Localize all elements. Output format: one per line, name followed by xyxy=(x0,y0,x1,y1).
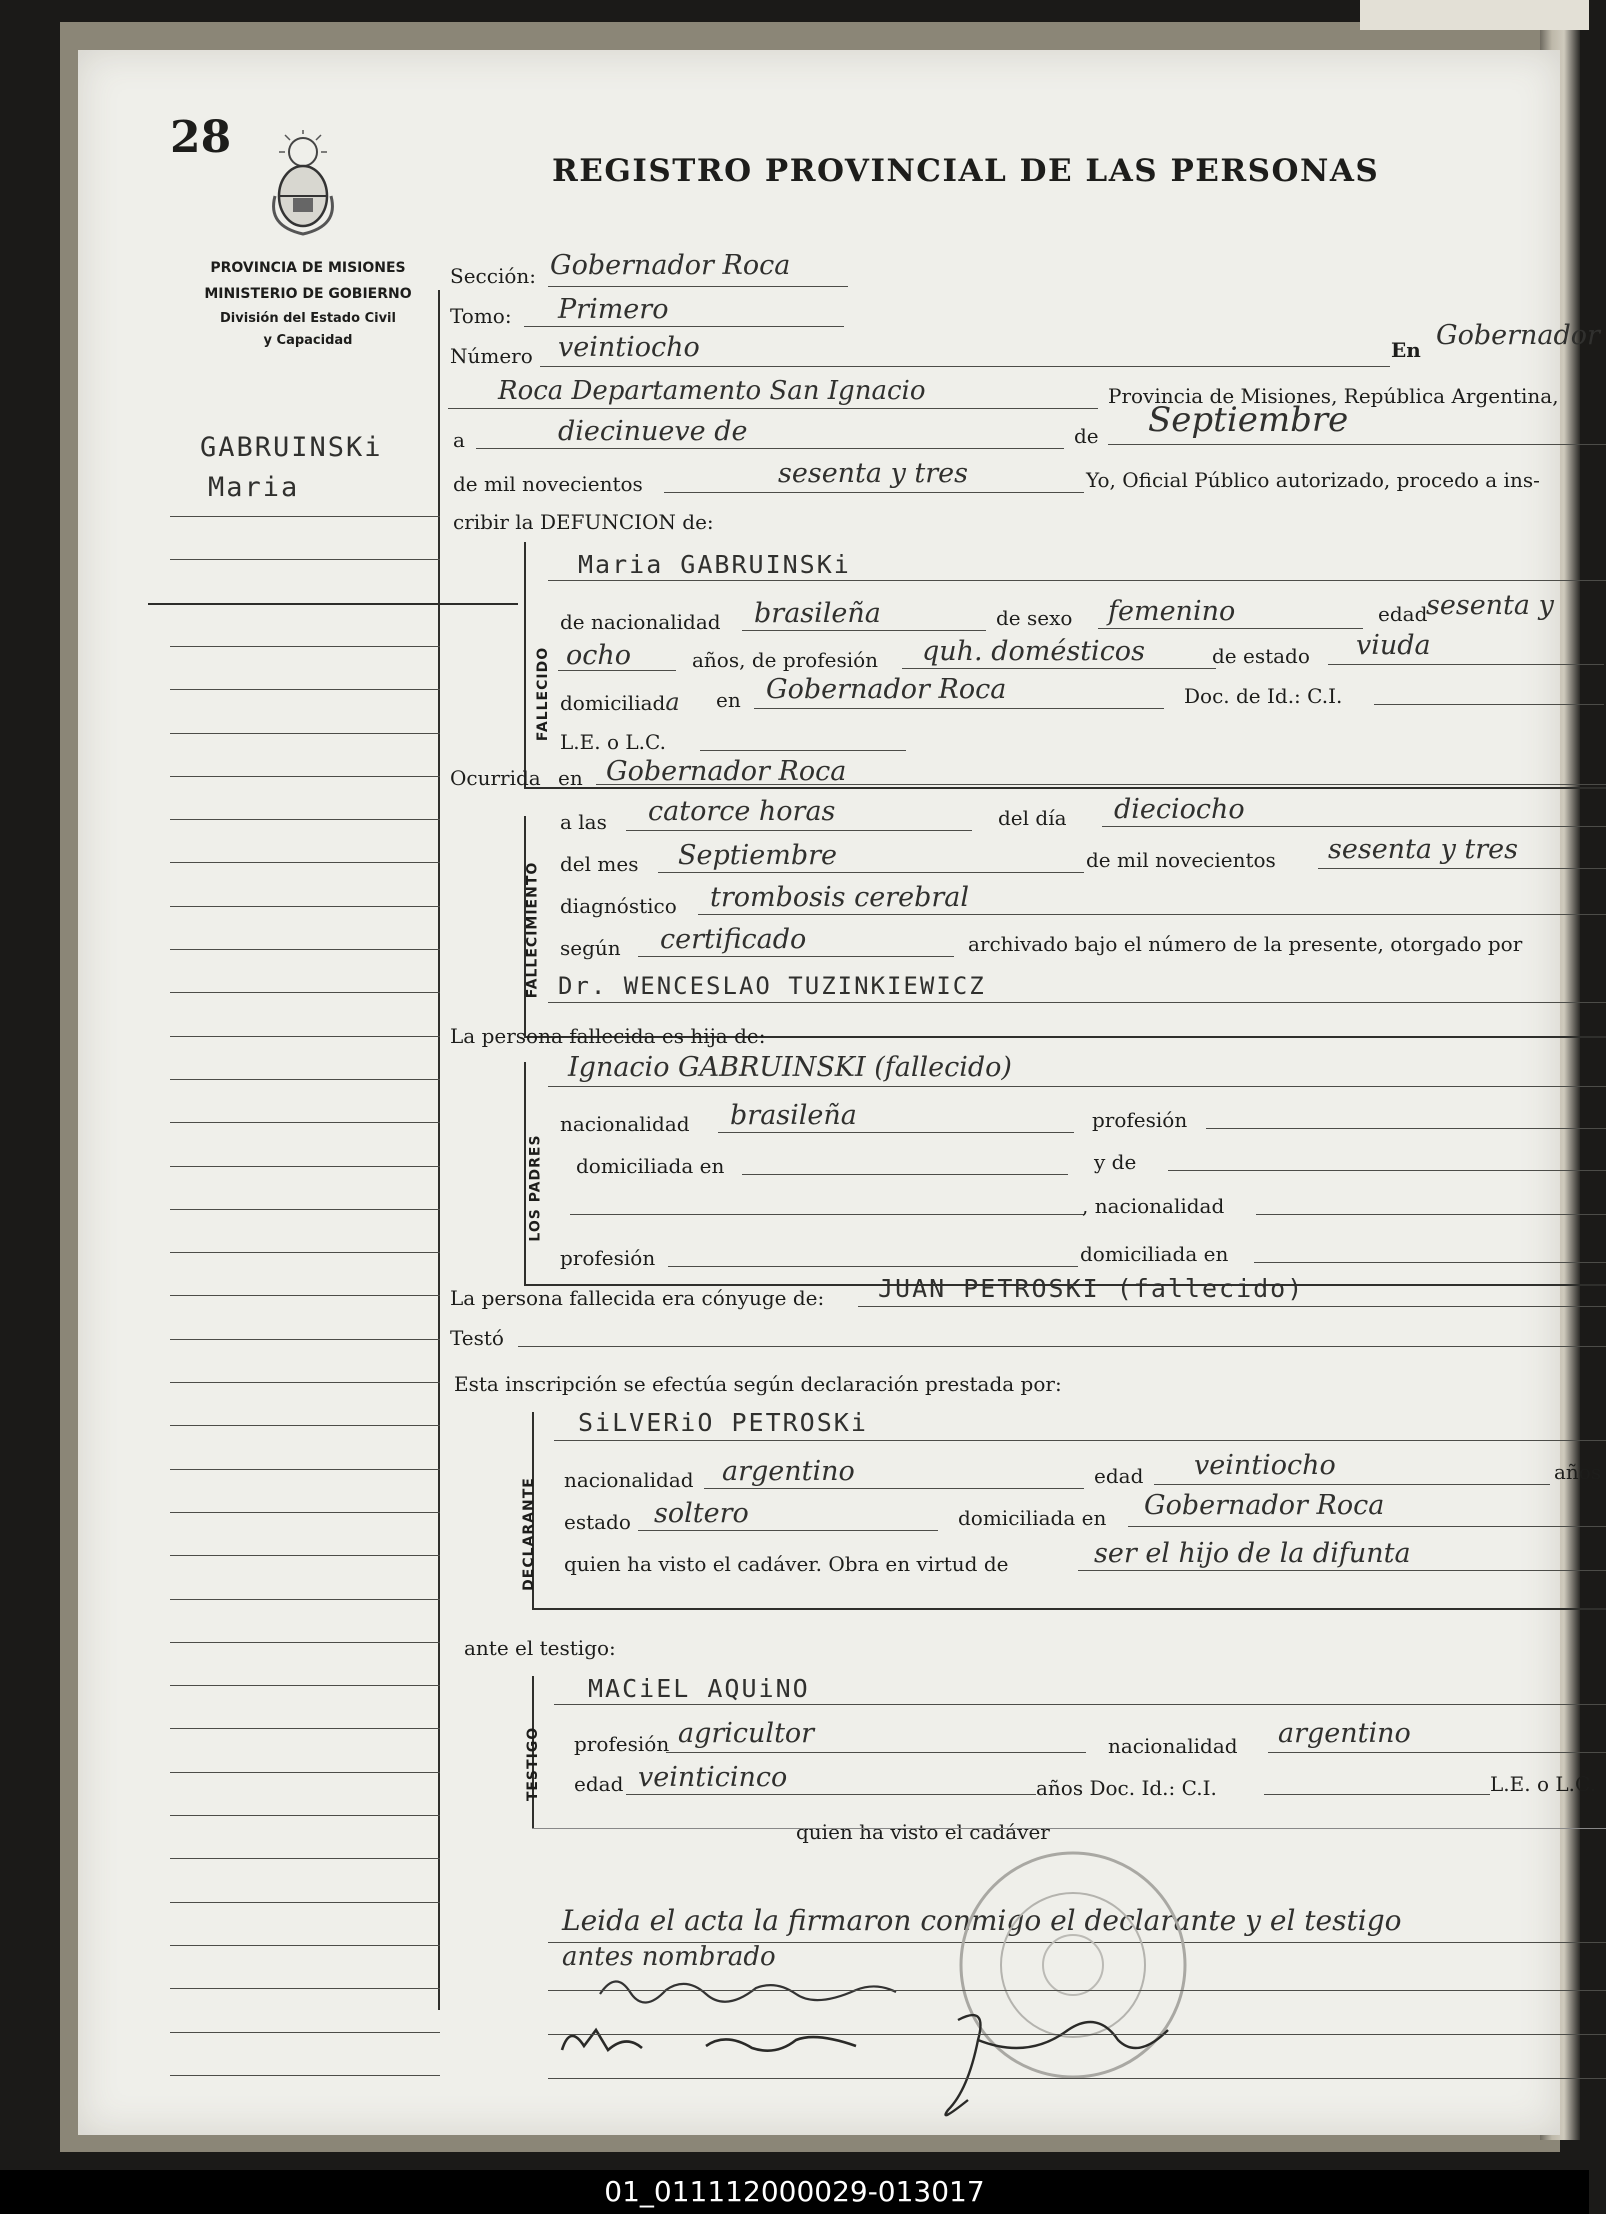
margin-rule-line xyxy=(170,906,440,907)
testigo-nacionalidad-value: argentino xyxy=(1278,1718,1411,1749)
fallecido-edad-label: edad xyxy=(1378,602,1428,626)
padres-nacionalidad2-label: , nacionalidad xyxy=(1082,1194,1225,1218)
margin-rule-line xyxy=(170,1988,440,1989)
testigo-edad-label: edad xyxy=(574,1772,624,1796)
declarante-virtud-value: ser el hijo de la difunta xyxy=(1094,1538,1411,1569)
dia-fallecimiento-value: dieciocho xyxy=(1114,794,1245,825)
testigo-profesion-label: profesión xyxy=(574,1732,670,1756)
fallecido-edad-value2: ocho xyxy=(566,640,632,671)
oficial-signature xyxy=(918,2000,1178,2130)
anio-value: sesenta y tres xyxy=(778,458,969,489)
fallecido-estado-value: viuda xyxy=(1356,630,1431,661)
testigo-edad-value: veinticinco xyxy=(638,1762,788,1793)
margin-rule-line xyxy=(170,1555,440,1556)
conyuge-label: La persona fallecida era cónyuge de: xyxy=(450,1286,825,1310)
y-de-label: y de xyxy=(1094,1150,1137,1174)
padres-domiciliada-label: domiciliada en xyxy=(576,1154,725,1178)
declarante-edad-label: edad xyxy=(1094,1464,1144,1488)
margin-rule-line xyxy=(170,1772,440,1773)
office-province: PROVINCIA DE MISIONES xyxy=(210,260,406,276)
del-mes-label: del mes xyxy=(560,852,639,876)
margin-rule-line xyxy=(170,1815,440,1816)
seccion-value: Gobernador Roca xyxy=(550,250,791,281)
inscribir-text: cribir la DEFUNCION de: xyxy=(453,510,714,534)
declarante-intro: Esta inscripción se efectúa según declaración prestada por: xyxy=(454,1372,1062,1396)
padres-profesion-label: profesión xyxy=(1092,1108,1188,1132)
fallecido-section-label: FALLECIDO xyxy=(535,646,552,742)
diagnostico-label: diagnóstico xyxy=(560,894,677,918)
fallecido-sexo-label: de sexo xyxy=(996,606,1073,630)
margin-rule-line xyxy=(170,992,440,993)
margin-divider xyxy=(438,290,440,2010)
mes-fallecimiento-value: Septiembre xyxy=(678,840,837,871)
margin-rule-line xyxy=(170,1945,440,1946)
margin-rule-line xyxy=(170,1858,440,1859)
mil-novecientos-fallecimiento-label: de mil novecientos xyxy=(1086,848,1276,872)
margin-rule-line xyxy=(170,733,440,734)
del-dia-label: del día xyxy=(998,806,1067,830)
declarante-signature xyxy=(596,1964,916,2014)
medico-value: Dr. WENCESLAO TUZINKIEWICZ xyxy=(558,972,986,1000)
dia-value: diecinueve de xyxy=(558,416,748,447)
de-label: de xyxy=(1074,424,1099,448)
margin-rule-line xyxy=(170,1728,440,1729)
fallecido-domiciliad-label xyxy=(560,688,680,716)
margin-rule-line xyxy=(170,1382,440,1383)
segun-label: según xyxy=(560,936,621,960)
padres-section-label: LOS PADRES xyxy=(527,1134,544,1242)
margin-surname: GABRUINSKi xyxy=(200,432,383,463)
testigo-name: MACiEL AQUiNO xyxy=(588,1674,810,1703)
testigo-section-label: TESTIGO xyxy=(525,1726,542,1802)
testigo-profesion-value: agricultor xyxy=(678,1718,815,1749)
margin-rule-line xyxy=(170,1425,440,1426)
fallecido-nacionalidad-value: brasileña xyxy=(754,598,881,629)
fallecido-profesion-label: años, de profesión xyxy=(692,648,879,672)
margin-rule-line xyxy=(170,776,440,777)
margin-rule-line xyxy=(170,819,440,820)
a-las-label: a las xyxy=(560,810,607,834)
fallecimiento-section-label: FALLECIMIENTO xyxy=(524,861,541,999)
closing-rule-line xyxy=(548,2034,1606,2035)
declarante-anios-label: años xyxy=(1554,1460,1602,1484)
margin-rule-line xyxy=(170,689,440,690)
testigo-signature xyxy=(556,2016,916,2066)
padres-nacionalidad-value: brasileña xyxy=(730,1100,857,1131)
register-page xyxy=(78,50,1602,2135)
closing-rule-line xyxy=(548,2078,1606,2079)
declarante-name: SiLVERiO PETROSKi xyxy=(578,1408,868,1437)
margin-rule-line xyxy=(170,516,440,517)
margin-rule-line xyxy=(170,1599,440,1600)
page-title: REGISTRO PROVINCIAL DE LAS PERSONAS xyxy=(552,153,1380,189)
fallecido-le-lc-label: L.E. o L.C. xyxy=(560,730,666,754)
declarante-nacionalidad-label: nacionalidad xyxy=(564,1468,694,1492)
ocurrida-label: Ocurrida xyxy=(450,766,541,790)
padre-value: Ignacio GABRUINSKI (fallecido) xyxy=(568,1052,1012,1083)
margin-rule-line xyxy=(170,1252,440,1253)
closing-line2: antes nombrado xyxy=(562,1942,776,1972)
margin-rule-line xyxy=(170,1469,440,1470)
provincia-text: Provincia de Misiones, República Argentina, xyxy=(1108,384,1559,408)
mes-value: Septiembre xyxy=(1148,400,1349,440)
padres-box xyxy=(524,1062,526,1284)
closing-rule-line xyxy=(548,1990,1606,1991)
page-number: 28 xyxy=(170,112,232,163)
margin-rule-line xyxy=(170,2032,440,2033)
domiciliad-suffix: a xyxy=(665,688,680,716)
segun-value: certificado xyxy=(660,924,807,955)
margin-rule-line xyxy=(170,949,440,950)
declarante-section-label: DECLARANTE xyxy=(520,1477,537,1591)
mil-novecientos-label: de mil novecientos xyxy=(453,472,643,496)
fallecido-profesion-value: quh. domésticos xyxy=(922,636,1145,667)
padres-domiciliada2-label: domiciliada en xyxy=(1080,1242,1229,1266)
margin-rule-line xyxy=(170,1122,440,1123)
testigo-le-lc-label: L.E. o L.C. xyxy=(1490,1772,1596,1796)
declarante-edad-value: veintiocho xyxy=(1194,1450,1336,1481)
hora-value: catorce horas xyxy=(648,796,836,827)
next-page-edge xyxy=(1360,0,1589,30)
testigo-nacionalidad-label: nacionalidad xyxy=(1108,1734,1238,1758)
roca-department-value: Roca Departamento San Ignacio xyxy=(498,376,926,406)
declarante-estado-value: soltero xyxy=(654,1498,749,1529)
office-ministry: MINISTERIO DE GOBIERNO xyxy=(204,286,412,302)
conyuge-value: JUAN PETROSKI (fallecido) xyxy=(878,1274,1305,1303)
closing-line1: Leida el acta la firmaron conmigo el declarante y el testigo xyxy=(562,1904,1402,1937)
footer-identifier: 01_011112000029-013017 xyxy=(0,2170,1589,2214)
margin-rule-line xyxy=(170,1512,440,1513)
fallecido-box xyxy=(524,542,526,787)
margin-rule-line xyxy=(170,559,440,560)
testo-label: Testó xyxy=(450,1326,504,1350)
fallecido-edad-value1: sesenta y xyxy=(1426,590,1554,621)
tomo-value: Primero xyxy=(558,294,669,325)
testigo-visto-label: quien ha visto el cadáver xyxy=(796,1820,1050,1844)
margin-rule-line xyxy=(170,1295,440,1296)
declarante-nacionalidad-value: argentino xyxy=(722,1456,855,1487)
ocurrida-en-label: en xyxy=(558,766,583,790)
a-label: a xyxy=(453,428,465,452)
margin-rule-line xyxy=(170,646,440,647)
padres-intro: La persona fallecida es hija de: xyxy=(450,1024,766,1048)
margin-rule-line xyxy=(170,1339,440,1340)
office-division: División del Estado Civil xyxy=(220,311,396,326)
declarante-domiciliada-label: domiciliada en xyxy=(958,1506,1107,1530)
archivado-text: archivado bajo el número de la presente, otorgado por xyxy=(968,932,1523,956)
domiciliad-text: domiciliad xyxy=(560,691,666,715)
declarante-visto-label: quien ha visto el cadáver. Obra en virtud de xyxy=(564,1552,1009,1576)
fallecido-name: Maria GABRUINSKi xyxy=(578,550,851,579)
fallecido-en-label: en xyxy=(716,688,741,712)
margin-rule-line xyxy=(170,1902,440,1903)
fallecido-doc-label: Doc. de Id.: C.I. xyxy=(1184,684,1343,708)
fallecido-sexo-value: femenino xyxy=(1108,596,1236,627)
padres-profesion2-label: profesión xyxy=(560,1246,656,1270)
diagnostico-value: trombosis cerebral xyxy=(710,882,969,913)
declarante-domicilio-value: Gobernador Roca xyxy=(1144,1490,1385,1521)
ocurrida-value: Gobernador Roca xyxy=(606,756,847,787)
margin-given-name: Maria xyxy=(208,472,300,503)
office-capacity: y Capacidad xyxy=(263,333,353,348)
coat-of-arms-emblem xyxy=(263,130,343,240)
fallecido-nacionalidad-label: de nacionalidad xyxy=(560,610,721,634)
margin-rule-line xyxy=(170,1685,440,1686)
en-value: Gobernador xyxy=(1436,320,1600,351)
margin-rule-line xyxy=(170,2075,440,2076)
padres-nacionalidad-label: nacionalidad xyxy=(560,1112,690,1136)
anio-fallecimiento-value: sesenta y tres xyxy=(1328,834,1519,865)
margin-rule-line xyxy=(170,1079,440,1080)
margin-rule-line xyxy=(170,1642,440,1643)
declarante-estado-label: estado xyxy=(564,1510,631,1534)
fallecido-domicilio-value: Gobernador Roca xyxy=(766,674,1007,705)
margin-rule-line xyxy=(170,862,440,863)
numero-label: Número xyxy=(450,344,533,368)
numero-value: veintiocho xyxy=(558,332,700,363)
margin-rule-line xyxy=(170,1166,440,1167)
fallecido-estado-label: de estado xyxy=(1212,644,1310,668)
margin-rule-line xyxy=(170,1209,440,1210)
margin-rule-line xyxy=(148,603,518,605)
seccion-label: Sección: xyxy=(450,264,536,288)
testigo-doc-label: años Doc. Id.: C.I. xyxy=(1036,1776,1217,1800)
oficial-text: Yo, Oficial Público autorizado, procedo a ins- xyxy=(1086,468,1540,492)
en-label: En xyxy=(1391,338,1421,362)
testigo-intro: ante el testigo: xyxy=(464,1636,616,1660)
margin-rule-line xyxy=(170,1036,440,1037)
tomo-label: Tomo: xyxy=(450,304,512,328)
